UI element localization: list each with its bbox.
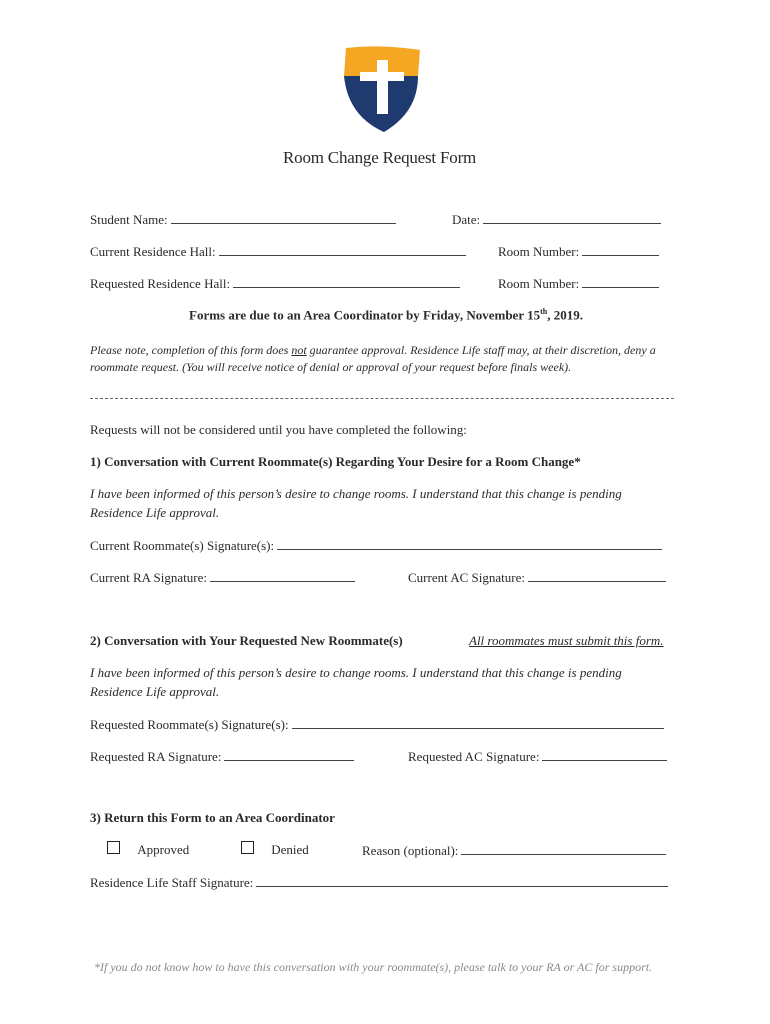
current-hall-line[interactable]	[219, 243, 466, 256]
current-roommate-signature-label: Current Roommate(s) Signature(s):	[90, 538, 275, 553]
dashed-divider	[90, 398, 674, 399]
cross-vertical	[377, 60, 388, 114]
staff-signature-line[interactable]	[256, 874, 668, 887]
student-name-field[interactable]	[90, 211, 396, 228]
due-notice-sup: th	[540, 307, 548, 316]
due-notice-text: Forms are due to an Area Coordinator by Friday, November 15	[189, 307, 541, 323]
current-room-number-line[interactable]	[582, 243, 659, 256]
section2-note: All roommates must submit this form.	[469, 633, 664, 648]
approval-note-line2: roommate request. (You will receive notice of denial or approval of your request before finals week).	[90, 360, 572, 374]
section1-heading: 1) Conversation with Current Roommate(s) Regarding Your Desire for a Room Change*	[90, 454, 581, 469]
requested-room-number-label: Room Number:	[498, 276, 580, 291]
current-ra-signature-field[interactable]	[90, 569, 355, 586]
requested-roommate-signature-field[interactable]	[90, 716, 664, 733]
shield-logo	[340, 46, 424, 134]
current-room-number-label: Room Number:	[498, 244, 580, 259]
current-ac-signature-field[interactable]	[408, 569, 666, 586]
requested-ra-signature-label: Requested RA Signature:	[90, 749, 222, 764]
staff-signature-field[interactable]	[90, 874, 668, 891]
requested-ac-signature-label: Requested AC Signature:	[408, 749, 540, 764]
due-notice-year: , 2019.	[547, 307, 583, 323]
section3-heading: 3) Return this Form to an Area Coordinator	[90, 810, 335, 825]
note-text-b: guarantee approval. Residence Life staff may, at their discretion, deny a	[306, 343, 656, 357]
section2-statement-line1: I have been informed of this person’s desire to change rooms. I understand that this change is pending	[90, 665, 622, 680]
note-text-a: Please note, completion of this form does	[90, 343, 292, 357]
current-ra-signature-line[interactable]	[210, 569, 355, 582]
approval-note-line1	[90, 343, 656, 358]
section1-statement-line1: I have been informed of this person’s desire to change rooms. I understand that this change is pending	[90, 486, 622, 501]
note-not: not	[291, 343, 307, 357]
current-hall-field[interactable]	[90, 243, 466, 260]
date-field[interactable]	[452, 211, 661, 228]
reason-label: Reason (optional):	[362, 843, 459, 858]
current-hall-label: Current Residence Hall:	[90, 244, 216, 259]
current-ra-signature-label: Current RA Signature:	[90, 570, 207, 585]
current-roommate-signature-line[interactable]	[277, 537, 662, 550]
requested-ra-signature-field[interactable]	[90, 748, 354, 765]
reason-line[interactable]	[461, 842, 666, 855]
requested-hall-label: Requested Residence Hall:	[90, 276, 231, 291]
section1-statement-line2: Residence Life approval.	[90, 505, 220, 520]
requested-roommate-signature-label: Requested Roommate(s) Signature(s):	[90, 717, 289, 732]
denied-checkbox[interactable]	[241, 841, 254, 854]
requirements-intro: Requests will not be considered until you have completed the following:	[90, 422, 467, 437]
cross-horizontal	[360, 72, 404, 81]
date-label: Date:	[452, 212, 481, 227]
student-name-label: Student Name:	[90, 212, 168, 227]
requested-ac-signature-line[interactable]	[542, 748, 667, 761]
reason-field[interactable]	[362, 842, 666, 859]
denied-label: Denied	[271, 842, 309, 857]
footnote: *If you do not know how to have this conversation with your roommate(s), please talk to your RA or AC for support.	[94, 960, 653, 974]
page-title: Room Change Request Form	[283, 148, 477, 167]
approved-option[interactable]	[107, 841, 189, 858]
approved-checkbox[interactable]	[107, 841, 120, 854]
section2-heading: 2) Conversation with Your Requested New Roommate(s)	[90, 633, 403, 648]
due-notice	[189, 307, 583, 323]
requested-hall-field[interactable]	[90, 275, 460, 292]
current-ac-signature-line[interactable]	[528, 569, 666, 582]
requested-hall-line[interactable]	[233, 275, 460, 288]
current-roommate-signature-field[interactable]	[90, 537, 662, 554]
current-room-number-field[interactable]	[498, 243, 659, 260]
requested-roommate-signature-line[interactable]	[292, 716, 664, 729]
student-name-line[interactable]	[171, 211, 396, 224]
requested-ra-signature-line[interactable]	[224, 748, 354, 761]
section2-statement-line2: Residence Life approval.	[90, 684, 220, 699]
requested-room-number-field[interactable]	[498, 275, 659, 292]
requested-ac-signature-field[interactable]	[408, 748, 667, 765]
approved-label: Approved	[137, 842, 190, 857]
current-ac-signature-label: Current AC Signature:	[408, 570, 525, 585]
denied-option[interactable]	[241, 841, 309, 858]
staff-signature-label: Residence Life Staff Signature:	[90, 875, 254, 890]
requested-room-number-line[interactable]	[582, 275, 659, 288]
date-line[interactable]	[483, 211, 661, 224]
